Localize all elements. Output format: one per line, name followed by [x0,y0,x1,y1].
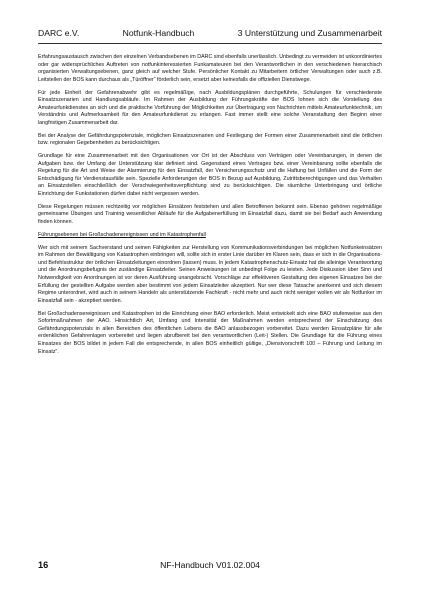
footer-title: NF-Handbuch V01.02.004 [160,560,260,570]
paragraph: Bei Großschadensereignissen und Katastrophen ist die Einrichtung einer BAO erforderlich. Meist entwickelt sich eine BAO stufenweise aus den Sofortmaßnahmen der AAO. Hinsichtlich Art, Umfang und Intensität der Maßnahmen werden entsprechend der Einschätzung des Gefährdungspotenzials in allen Bereichen des öffentlichen Lebens die BAO anlassbezogen vorbereitet. Dazu werden Einsatzpläne für alle erdenklichen Gefahrenlagen vorbereitet und liegen abrufbereit bei den verantwortlichen (Leit-) Stellen. Die Grundlage für die Führung eines Einsatzes der BOS bildet in jedem Fall die entsprechende, in allen BOS einheitlich gültige, „Dienstvorschrift 100 – Führung und Leitung im Einsatz“. [38,310,382,355]
paragraph: Wer sich mit seinem Sachverstand und seinen Fähigkeiten zur Herstellung von Kommunikationsverbindungen bei möglichen Notfunkeinsätzen im Rahmen der Bewältigung von Katastrophen einbringen will, sollte sich in erster Linie darüber im Klaren sein, dass er sich in die Organisations- und Befehlsstruktur der örtlichen Einsatzleitungen einordnen (lassen) muss. In jedem Katastrophenschutz-Einsatz hat die alleinige Verantwortung und die Anordnungsbefugnis der zuständige Einsatzleiter. Seinen Anweisungen ist unbedingt Folge zu leisten. Jede Diskussion über Sinn und Notwendigkeit von Anordnungen ist vor deren Ausführung unangebracht. Vorschläge zur effektiveren Gestaltung des eigenen Einsatzes bei der Erfüllung der gestellten Aufgabe werden aber bestimmt von jedem Einsatzleiter akzeptiert. Nur wer diese Tatsache anerkennt und sich diesem Regime unterordnet, wird auch in seinem Handeln als unterstützende Fachkraft - nicht mehr und auch nicht weniger wollen wir als Notfunker im Einsatzfall sein - akzeptiert werden. [38,244,382,304]
page-number: 16 [38,560,49,570]
paragraph: Bei der Analyse der Gefährdungspotenziale, möglichen Einsatzszenarien und Festlegung der Formen einer Zusammenarbeit sind die örtlichen bzw. regionalen Gegebenheiten zu berücksichtigen. [38,132,382,147]
paragraph: Diese Regelungen müssen rechtzeitig vor möglichen Einsätzen feststehen und allen Betroffenen bekannt sein. Ebenso gehören regelmäßige gemeinsame Übungen und Training wesentlicher Abläufe für die Aufgabenerfüllung im Einsatzfall dazu, damit sie bei Bedarf auch Anwendung finden können. [38,203,382,226]
header-rule [38,43,382,44]
header-org: DARC e.V. [38,28,80,38]
paragraph: Für jede Einheit der Gefahrenabwehr gibt es regelmäßige, nach Ausbildungsplänen durchgeführte, Schulungen für verschiedenste Einsatzszenarien und Handlungsabläufe. Im Rahmen der Ausbildung der Führungskräfte der BOS lohnen sich die Vorstellung des Amateurfunkdienstes an sich und die praktische Vorführung der Möglichkeiten zur Übertragung von Nachrichten mittels Amateurfunktechnik, um Verständnis und Aufmerksamkeit für den Amateurfunkdienst zu erlangen. Fast immer stellt eine solche Veranstaltung den Beginn einer langfristigen Zusammenarbeit dar. [38,89,382,126]
header-doc-title: Notfunk-Handbuch [122,28,195,38]
page-body [38,54,382,544]
paragraph: Grundlage für eine Zusammenarbeit mit den Organisationen vor Ort ist der Abschluss von Verträgen oder Vereinbarungen, in denen die Aufgaben bzw. der Umfang der Unterstützung klar definiert sind. Gegenstand eines Vertrages bzw. einer Vereinbarung sollte ebenfalls die Regelung für die Art und Weise der Alarmierung für den Einsatzfall, der Versicherungsschutz und die Haftung bei Unfällen und die Form der Entschädigung für Verdienstausfälle sein. Spezielle Anforderungen der BOS in Bezug auf Ausbildung, Zutrittsberechtigungen und das Verhalten an Einsatzstellen einschließlich der Verschwiegenheitsverpflichtung sind zu berücksichtigen. Die räumliche Unterbringung und örtliche Einrichtung der Funkstationen dürfen dabei nicht vergessen werden. [38,153,382,198]
section-heading: Führungsebenen bei Großschadenereignissen und im Katastrophenfall [38,231,206,238]
paragraph: Erfahrungsaustausch zwischen den einzelnen Verbandsebenen im DARC sind ebenfalls unerlässlich. Unbedingt zu vermeiden ist unkoordiniertes oder gar widersprüchliches Auftreten von notfunkinteressierten Funkamateuren bei den Verantwortlichen in den verschiedenen hierarchisch organisierten Verwaltungsebenen, ganz gleich auf welcher Stufe. Persönlicher Kontakt zu Mitarbeitern örtlicher Verwaltungen oder auch z.B. Leitstellen der BOS kann durchaus als „Türöffner“ förderlich sein, ersetzt aber keinesfalls die offiziellen Dienstwege. [38,54,382,83]
header-chapter: 3 Unterstützung und Zusammenarbeit [237,28,382,38]
page-header [38,28,382,38]
